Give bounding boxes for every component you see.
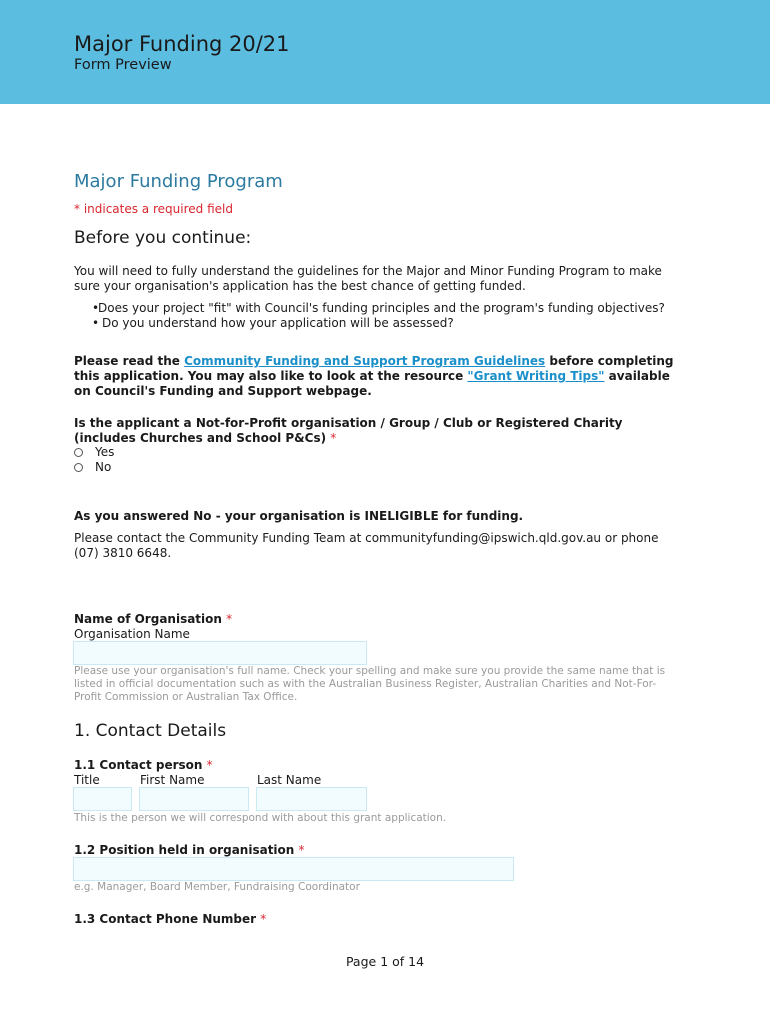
before-heading: Before you continue: <box>74 228 252 248</box>
required-star: * <box>206 758 213 772</box>
bullet-text: Do you understand how your application will be assessed? <box>102 316 454 330</box>
ineligible-contact: Please contact the Community Funding Team at communityfunding@ipswich.qld.gov.au or phone (07) 3810 6648. <box>74 531 659 560</box>
phone-label <box>74 912 266 927</box>
program-title: Major Funding Program <box>74 171 283 192</box>
contact-details-heading: 1. Contact Details <box>74 721 227 741</box>
contact-person-label <box>74 758 213 773</box>
position-label <box>74 843 305 858</box>
grant-writing-tips-link[interactable]: "Grant Writing Tips" <box>467 369 605 383</box>
org-name-field[interactable] <box>73 641 367 665</box>
radio-yes-label: Yes <box>95 445 115 459</box>
form-header <box>0 0 770 104</box>
read-mid: before completing this application. You may also like to look at the resource <box>74 354 674 383</box>
position-field[interactable] <box>73 857 514 881</box>
last-name-field[interactable] <box>256 787 367 811</box>
contact-person-label-text: 1.1 Contact person <box>74 758 203 772</box>
read-pre: Please read the <box>74 354 185 368</box>
position-label-text: 1.2 Position held in organisation <box>74 843 295 857</box>
required-star: * <box>260 912 267 926</box>
phone-label-text: 1.3 Contact Phone Number <box>74 912 257 926</box>
required-star: * <box>330 431 337 445</box>
first-name-sublabel: First Name <box>140 773 205 787</box>
radio-no-label: No <box>95 460 112 474</box>
bullet-item <box>74 316 674 331</box>
org-name-label <box>74 612 232 627</box>
bullet-icon: • <box>92 316 100 330</box>
org-name-label-text: Name of Organisation <box>74 612 222 626</box>
radio-option-yes[interactable] <box>74 445 114 460</box>
org-name-hint: Please use your organisation's full name. Check your spelling and make sure you provide the same name that is listed in official documentation such as with the Australian Business Register, Australian Charities and Not-For-Profit Commission or Australian Tax Office. <box>74 665 666 703</box>
radio-option-no[interactable] <box>74 460 111 475</box>
radio-yes-icon[interactable] <box>74 448 83 457</box>
required-star: * <box>298 843 305 857</box>
intro-text: You will need to fully understand the guidelines for the Major and Minor Funding Program to make sure your organisation's application has the best chance of getting funded. <box>74 264 662 293</box>
ineligible-heading: As you answered No - your organisation is INELIGIBLE for funding. <box>74 509 524 523</box>
bullet-icon: • <box>92 301 100 315</box>
nfp-question-label <box>74 416 684 446</box>
form-title: Major Funding 20/21 <box>74 32 290 56</box>
radio-no-icon[interactable] <box>74 463 83 472</box>
guideline-bullets <box>74 301 674 331</box>
last-name-sublabel: Last Name <box>257 773 322 787</box>
title-field[interactable] <box>73 787 132 811</box>
page-number: Page 1 of 14 <box>345 954 425 969</box>
read-guidelines-text <box>74 354 674 399</box>
first-name-field[interactable] <box>139 787 249 811</box>
contact-person-hint: This is the person we will correspond with about this grant application. <box>74 812 447 824</box>
form-subtitle: Form Preview <box>74 57 172 73</box>
required-field-note: * indicates a required field <box>74 202 233 216</box>
org-name-sublabel: Organisation Name <box>74 627 190 641</box>
bullet-item <box>74 301 674 316</box>
bullet-text: Does your project "fit" with Council's funding principles and the program's funding objectives? <box>98 301 665 315</box>
position-hint: e.g. Manager, Board Member, Fundraising Coordinator <box>74 881 360 893</box>
guidelines-link[interactable]: Community Funding and Support Program Guidelines <box>184 354 546 368</box>
required-star: * <box>226 612 233 626</box>
read-post: available on Council's Funding and Support webpage. <box>74 369 670 398</box>
title-sublabel: Title <box>74 773 100 787</box>
nfp-question-text: Is the applicant a Not-for-Profit organisation / Group / Club or Registered Charity (includes Churches and School P&Cs) <box>74 416 623 445</box>
